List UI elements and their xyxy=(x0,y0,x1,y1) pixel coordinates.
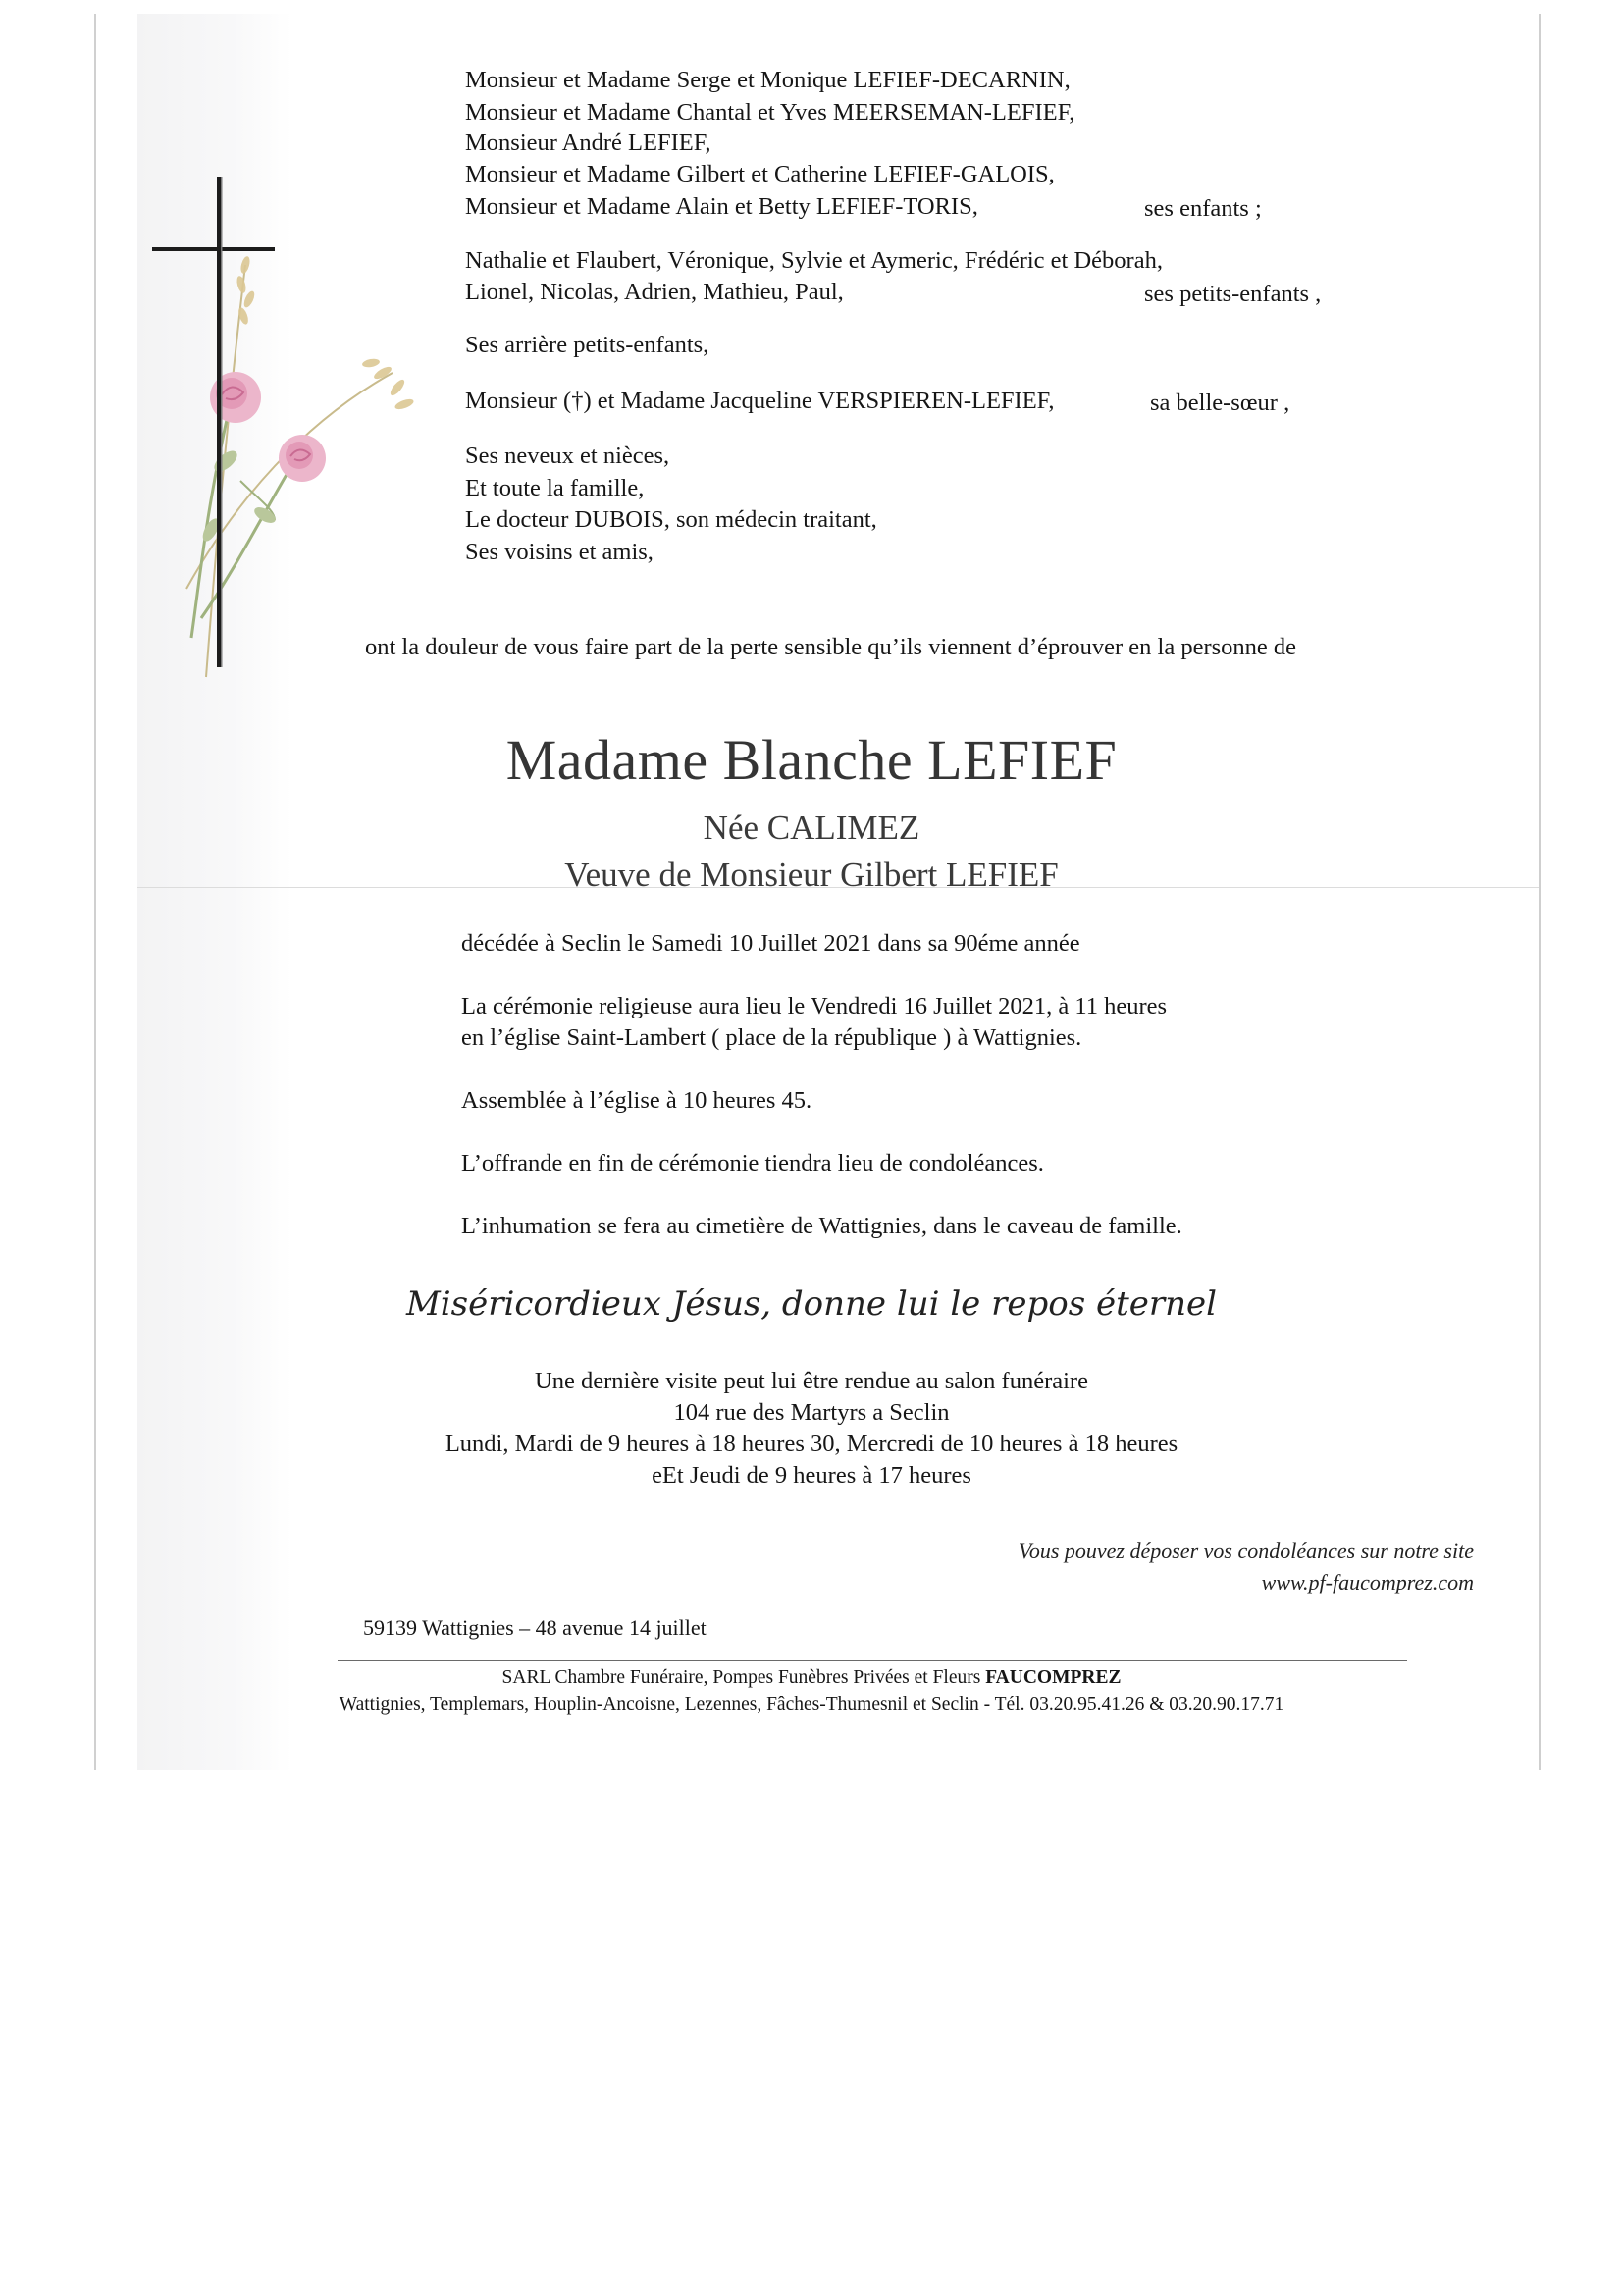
child-line: Monsieur et Madame Chantal et Yves MEERSEMAN-LEFIEF, xyxy=(465,99,1075,126)
others-line: Et toute la famille, xyxy=(465,475,645,501)
page-left-edge xyxy=(94,14,96,1770)
sister-in-law-line: Monsieur (†) et Madame Jacqueline VERSPIEREN-LEFIEF, xyxy=(465,388,1055,414)
death-line: décédée à Seclin le Samedi 10 Juillet 2021 dans sa 90éme année xyxy=(461,930,1080,957)
child-line: Monsieur et Madame Gilbert et Catherine LEFIEF-GALOIS, xyxy=(465,161,1055,187)
footer-company xyxy=(0,1668,1623,1688)
grandchildren-role: ses petits-enfants , xyxy=(1144,281,1322,307)
offering-line: L’offrande en fin de cérémonie tiendra lieu de condoléances. xyxy=(461,1150,1044,1176)
assembly-line: Assemblée à l’église à 10 heures 45. xyxy=(461,1087,812,1114)
announcement-line: ont la douleur de vous faire part de la perte sensible qu’ils viennent d’éprouver en la personne de xyxy=(365,634,1297,660)
ceremony-line: en l’église Saint-Lambert ( place de la république ) à Wattignies. xyxy=(461,1024,1082,1051)
condolences-site-link[interactable]: www.pf-faucomprez.com xyxy=(1261,1570,1474,1594)
cross-with-roses-icon xyxy=(147,177,422,687)
great-grandchildren-line: Ses arrière petits-enfants, xyxy=(465,332,709,358)
address-line: 59139 Wattignies – 48 avenue 14 juillet xyxy=(363,1615,707,1640)
child-line: Monsieur et Madame Alain et Betty LEFIEF-TORIS, xyxy=(465,193,978,220)
others-line: Ses neveux et nièces, xyxy=(465,443,670,469)
prayer-line: Miséricordieux Jésus, donne lui le repos éternel xyxy=(405,1284,1218,1324)
sister-in-law-role: sa belle-sœur , xyxy=(1150,390,1290,416)
children-role: ses enfants ; xyxy=(1144,195,1262,222)
maiden-name: Née CALIMEZ xyxy=(703,809,920,847)
grandchildren-line: Lionel, Nicolas, Adrien, Mathieu, Paul, xyxy=(465,279,844,305)
visit-line: 104 rue des Martyrs a Seclin xyxy=(673,1399,950,1426)
others-line: Ses voisins et amis, xyxy=(465,539,654,565)
footer-company-name: FAUCOMPREZ xyxy=(985,1667,1122,1688)
visit-line: eEt Jeudi de 9 heures à 17 heures xyxy=(652,1462,971,1488)
others-line: Le docteur DUBOIS, son médecin traitant, xyxy=(465,506,877,533)
deceased-name: Madame Blanche LEFIEF xyxy=(505,728,1118,792)
child-line: Monsieur et Madame Serge et Monique LEFIEF-DECARNIN, xyxy=(465,67,1071,93)
page-right-edge xyxy=(1539,14,1541,1770)
condolences-text: Vous pouvez déposer vos condoléances sur notre site xyxy=(1018,1539,1474,1563)
child-line: Monsieur André LEFIEF, xyxy=(465,130,711,156)
footer-towns: Wattignies, Templemars, Houplin-Ancoisne, Lezennes, Fâches-Thumesnil et Seclin - Tél. 03.20.95.41.26 & 03.20.90.17.71 xyxy=(339,1695,1284,1715)
footer-company-prefix: SARL Chambre Funéraire, Pompes Funèbres Privées et Fleurs xyxy=(501,1667,981,1688)
ceremony-line: La cérémonie religieuse aura lieu le Vendredi 16 Juillet 2021, à 11 heures xyxy=(461,993,1168,1019)
visit-line: Lundi, Mardi de 9 heures à 18 heures 30, Mercredi de 10 heures à 18 heures xyxy=(445,1431,1178,1457)
footer-divider xyxy=(338,1660,1407,1661)
visit-line: Une dernière visite peut lui être rendue au salon funéraire xyxy=(535,1368,1088,1394)
grandchildren-line: Nathalie et Flaubert, Véronique, Sylvie et Aymeric, Frédéric et Déborah, xyxy=(465,247,1163,274)
widow-of: Veuve de Monsieur Gilbert LEFIEF xyxy=(564,856,1059,894)
burial-line: L’inhumation se fera au cimetière de Wattignies, dans le caveau de famille. xyxy=(461,1213,1182,1239)
